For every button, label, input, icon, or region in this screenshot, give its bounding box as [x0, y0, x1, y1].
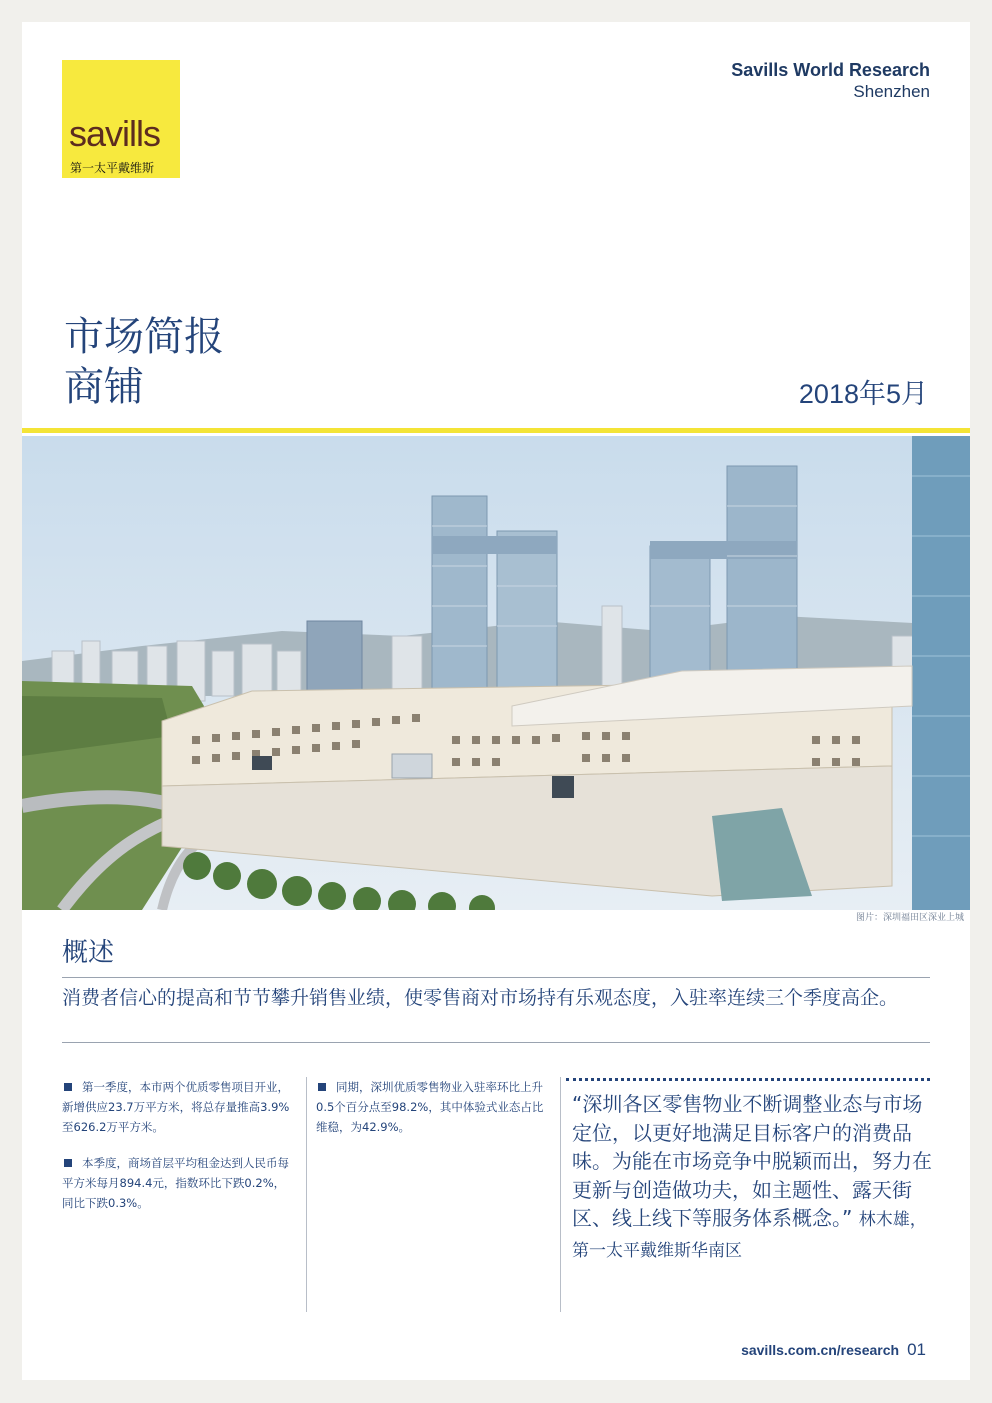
column-divider — [560, 1077, 561, 1312]
brand-city: Shenzhen — [853, 82, 930, 101]
bullet-item — [62, 1077, 294, 1137]
quote-dotted-rule — [566, 1078, 930, 1081]
lead-bottom-rule — [62, 1042, 930, 1043]
quote-text: “深圳各区零售物业不断调整业态与市场定位，以更好地满足目标客户的消费品味。为能在市场竞争中脱颖而出，努力在更新与创造做功夫，如主题性、露天街区、线上线下等服务体系概念。” — [572, 1092, 932, 1230]
savills-logo — [62, 60, 180, 178]
pull-quote — [572, 1090, 932, 1265]
hero-photo — [22, 436, 970, 910]
lead-top-rule — [62, 977, 930, 978]
bullet-column-2 — [316, 1077, 548, 1153]
report-title — [64, 312, 224, 412]
bullet-text: 本季度，商场首层平均租金达到人民币每平方米每月894.4元，指数环比下跌0.2%，同比下跌0.3%。 — [62, 1156, 289, 1210]
bullet-item — [316, 1077, 548, 1137]
section-heading: 概述 — [62, 938, 115, 968]
bullet-square-icon — [64, 1083, 72, 1091]
bullet-square-icon — [64, 1159, 72, 1167]
logo-wordmark: savills — [69, 113, 161, 154]
bullet-item — [62, 1153, 294, 1213]
bullet-text: 同期，深圳优质零售物业入驻率环比上升0.5个百分点至98.2%，其中体验式业态占比维稳，为42.9%。 — [316, 1080, 544, 1134]
page-footer — [741, 1340, 926, 1360]
bullet-column-1 — [62, 1077, 294, 1229]
brand-title: Savills World Research — [731, 60, 930, 80]
title-line-2: 商铺 — [64, 364, 144, 410]
column-divider — [306, 1077, 307, 1312]
photo-caption: 图片：深圳福田区深业上城 — [855, 913, 964, 923]
logo-tagline: 第一太平戴维斯 — [70, 161, 155, 175]
report-page — [22, 22, 970, 1380]
title-line-1: 市场简报 — [64, 314, 224, 360]
lead-summary: 消费者信心的提高和节节攀升销售业绩，使零售商对市场持有乐观态度，入驻率连续三个季度高企。 — [62, 987, 899, 1009]
yellow-divider — [22, 428, 970, 433]
footer-site-link[interactable]: savills.com.cn/research — [741, 1342, 900, 1358]
page-number: 01 — [907, 1340, 926, 1359]
brand-header — [731, 59, 930, 103]
quote-author: 林木雄，第一太平戴维斯华南区 — [572, 1210, 927, 1261]
report-date: 2018年5月 — [798, 379, 928, 409]
bullet-text: 第一季度，本市两个优质零售项目开业，新增供应23.7万平方米，将总存量推高3.9%至626.2万平方米。 — [62, 1080, 290, 1134]
bullet-square-icon — [318, 1083, 326, 1091]
